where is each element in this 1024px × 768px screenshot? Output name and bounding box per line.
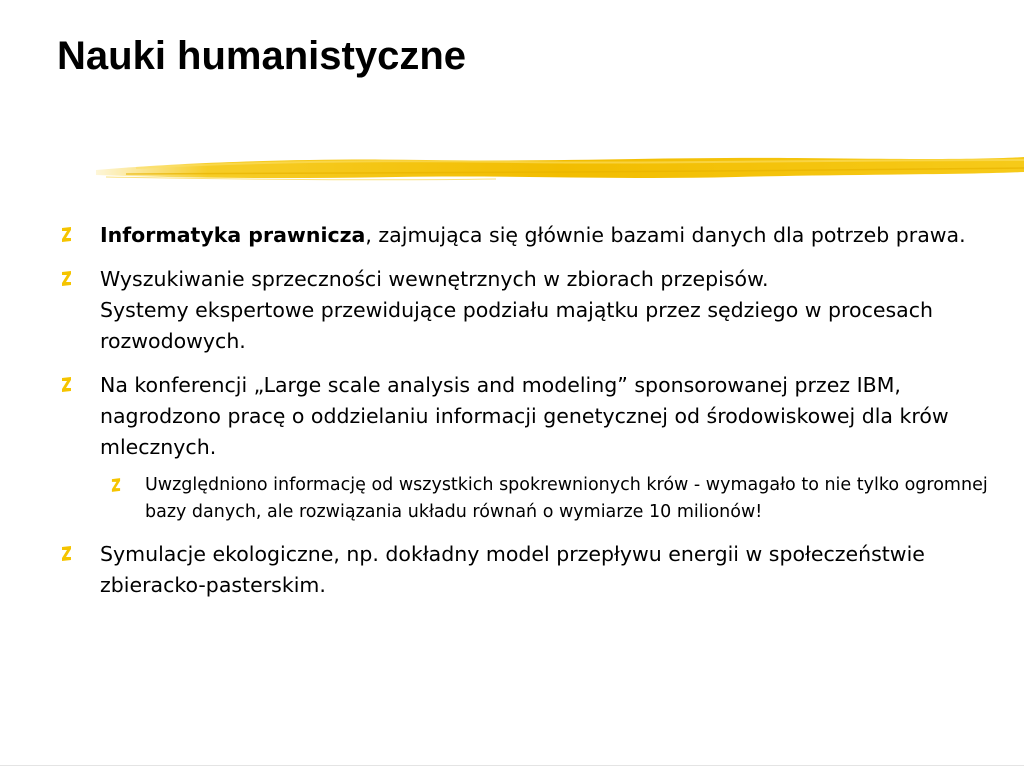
bullet-item <box>58 370 988 463</box>
bullet-bold-term: Informatyka prawnicza <box>100 223 366 247</box>
bullet-text: Na konferencji „Large scale analysis and modeling” sponsorowanej przez IBM, nagrodzono pracę o oddzielaniu informacji genetycznej od środowiskowej dla krów mlecznych. <box>100 373 949 459</box>
bullet-item <box>58 264 988 357</box>
bullet-list <box>58 220 988 614</box>
bullet-item <box>58 220 988 251</box>
z-bullet-icon <box>61 546 72 561</box>
z-bullet-icon <box>111 478 121 492</box>
bullet-text: Wyszukiwanie sprzeczności wewnętrznych w zbiorach przepisów. <box>100 267 769 291</box>
z-bullet-icon <box>61 377 72 392</box>
sub-bullet-item <box>58 472 988 526</box>
decorative-brush-stroke <box>96 148 1024 188</box>
z-bullet-icon <box>61 271 72 286</box>
bullet-item <box>58 539 988 601</box>
slide-title: Nauki humanistyczne <box>57 34 467 78</box>
bullet-text: Systemy ekspertowe przewidujące podziału majątku przez sędziego w procesach rozwodowych. <box>100 298 933 353</box>
bottom-divider <box>0 765 1024 766</box>
bullet-text: , zajmująca się głównie bazami danych dla potrzeb prawa. <box>365 223 966 247</box>
sub-bullet-text: Uwzględniono informację od wszystkich spokrewnionych krów - wymagało to nie tylko ogromnej bazy danych, ale rozwiązania układu równań o wymiarze 10 milionów! <box>145 475 988 522</box>
bullet-text: Symulacje ekologiczne, np. dokładny model przepływu energii w społeczeństwie zbieracko-pasterskim. <box>100 542 925 597</box>
z-bullet-icon <box>61 227 72 242</box>
